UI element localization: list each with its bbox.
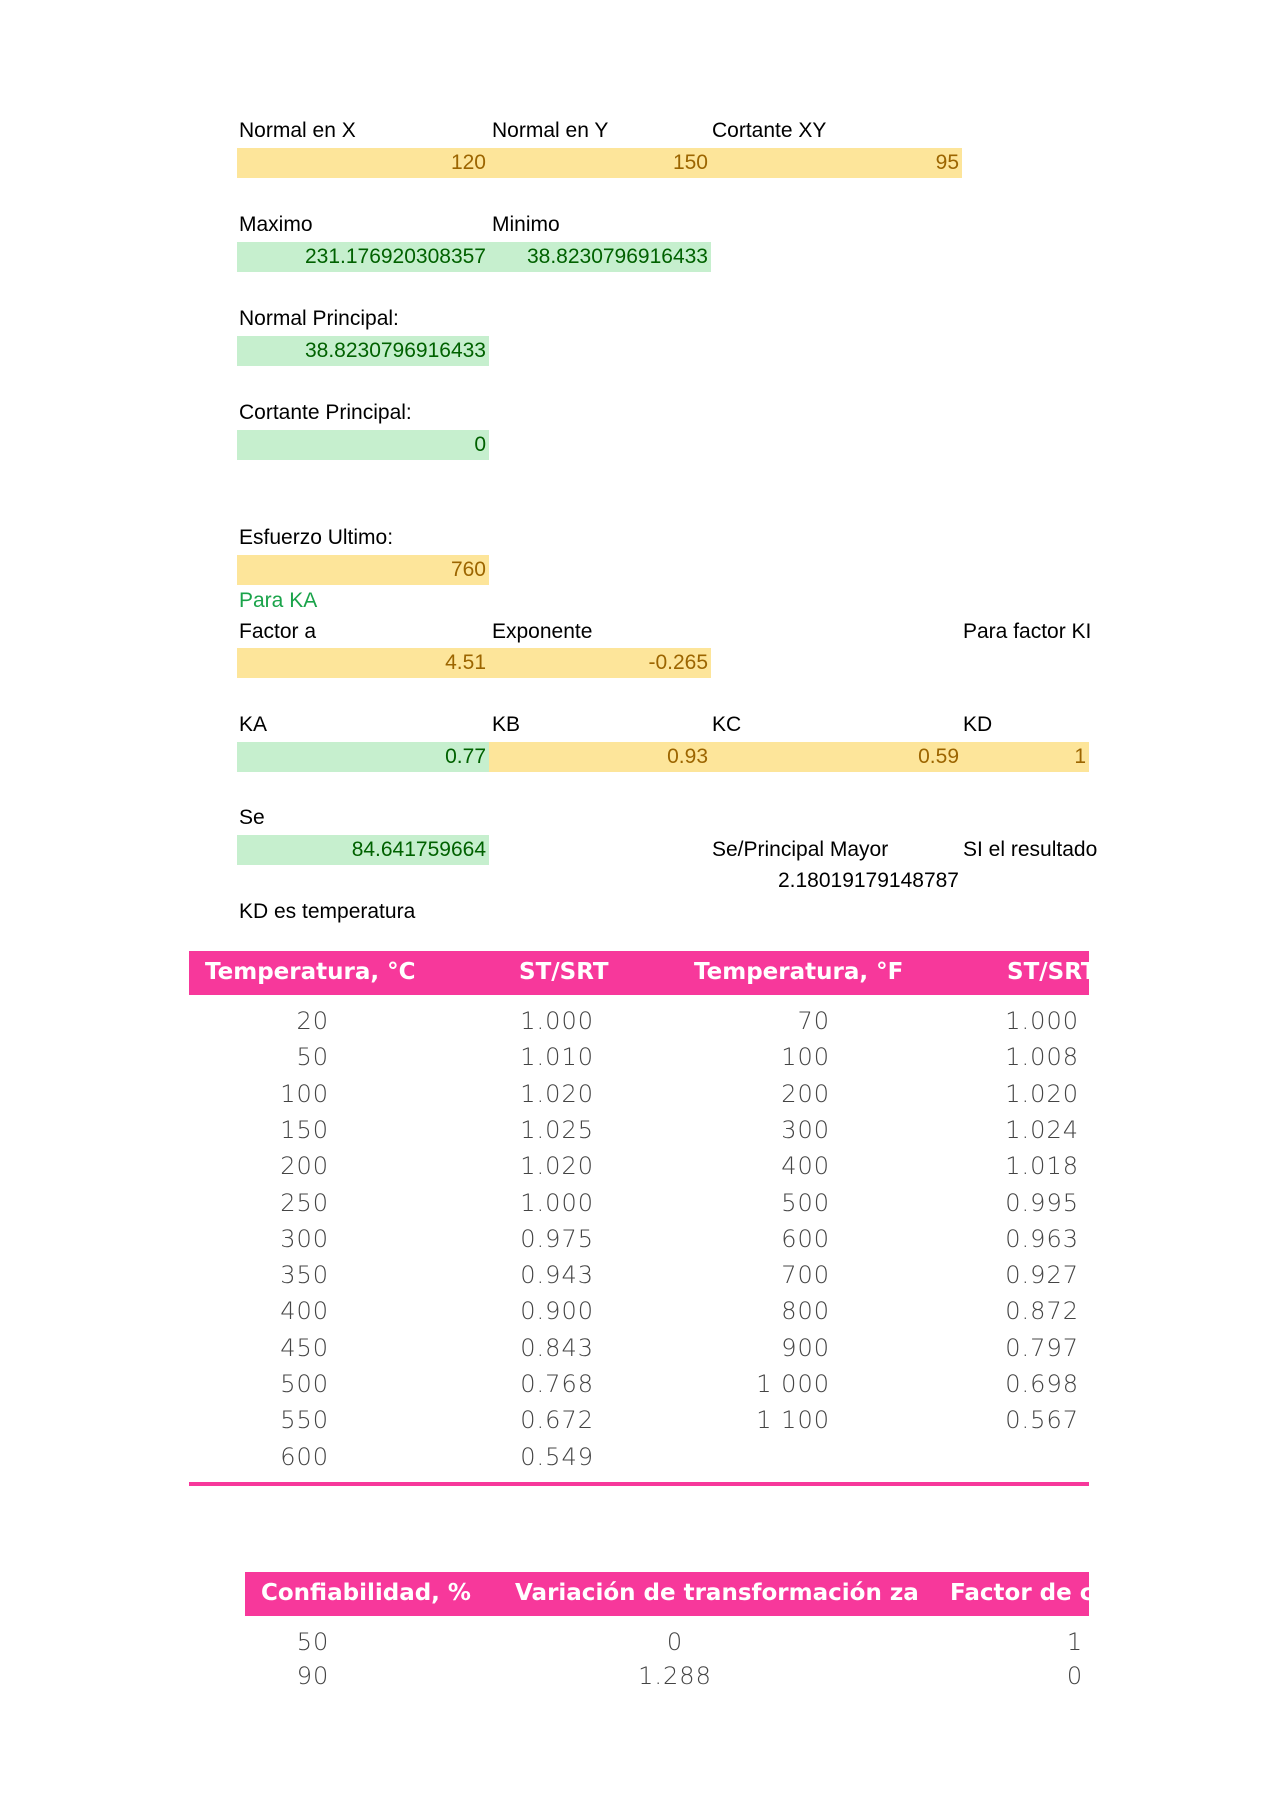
kb-label: KB bbox=[492, 713, 521, 736]
reliability-table-header bbox=[245, 1572, 1094, 1616]
header-ratio-c: ST/SRT bbox=[519, 959, 609, 985]
ratio-c-cell: 0.975 bbox=[520, 1224, 594, 1253]
cortante-xy-cell[interactable]: 95 bbox=[711, 148, 962, 178]
header-temp-c: Temperatura, °C bbox=[205, 959, 416, 985]
esfuerzo-ultimo-label: Esfuerzo Ultimo: bbox=[239, 526, 394, 549]
se-ratio-label: Se/Principal Mayor bbox=[712, 838, 889, 861]
normal-x-cell[interactable]: 120 bbox=[237, 148, 489, 178]
normal-y-label: Normal en Y bbox=[492, 119, 609, 142]
kd-label: KD bbox=[963, 713, 993, 736]
kd-cell[interactable]: 1 bbox=[962, 742, 1089, 772]
temp-f-cell: 600 bbox=[781, 1224, 830, 1253]
cortante-principal-cell[interactable]: 0 bbox=[237, 430, 489, 460]
temp-c-cell: 400 bbox=[280, 1297, 329, 1326]
ratio-c-cell: 0.768 bbox=[520, 1370, 594, 1398]
factor-cell: 1 bbox=[1066, 1628, 1084, 1656]
minimo-label: Minimo bbox=[492, 213, 560, 236]
exponente-label: Exponente bbox=[492, 620, 593, 643]
temp-f-cell: 700 bbox=[781, 1261, 830, 1290]
kc-label: KC bbox=[712, 713, 742, 736]
confiabilidad-cell: 50 bbox=[296, 1628, 330, 1656]
normal-principal-label: Normal Principal: bbox=[239, 307, 399, 330]
ratio-f-cell: 0.567 bbox=[1005, 1406, 1079, 1435]
factor-cell: 0 bbox=[1066, 1662, 1084, 1690]
confiabilidad-cell: 90 bbox=[296, 1662, 330, 1690]
temp-c-cell: 100 bbox=[280, 1079, 329, 1108]
normal-principal-cell[interactable]: 38.8230796916433 bbox=[237, 336, 489, 366]
variacion-cell: 0 bbox=[666, 1628, 684, 1656]
table-bottom-rule bbox=[189, 1482, 1089, 1486]
ratio-f-cell: 0.963 bbox=[1005, 1224, 1079, 1253]
header-temp-f: Temperatura, °F bbox=[694, 959, 904, 985]
normal-y-cell[interactable]: 150 bbox=[489, 148, 711, 178]
maximo-label: Maximo bbox=[239, 213, 313, 236]
temp-c-cell: 150 bbox=[280, 1115, 329, 1144]
para-factor-label: Para factor KI bbox=[963, 620, 1092, 643]
temp-c-cell: 450 bbox=[280, 1333, 329, 1362]
se-label: Se bbox=[239, 806, 265, 829]
se-ratio-cell[interactable]: 2.18019179148787 bbox=[777, 869, 959, 892]
ka-cell[interactable]: 0.77 bbox=[237, 742, 489, 772]
temp-c-cell: 500 bbox=[280, 1370, 329, 1398]
factor-a-label: Factor a bbox=[239, 620, 317, 643]
temp-c-cell: 550 bbox=[280, 1406, 329, 1435]
ratio-c-cell: 1.000 bbox=[520, 1007, 594, 1035]
temp-f-cell: 200 bbox=[781, 1079, 830, 1108]
ratio-c-cell: 1.020 bbox=[520, 1152, 594, 1181]
ratio-c-cell: 0.843 bbox=[520, 1333, 594, 1362]
ratio-f-cell: 0.995 bbox=[1005, 1188, 1079, 1217]
para-ka-title: Para KA bbox=[239, 589, 318, 612]
esfuerzo-ultimo-cell[interactable]: 760 bbox=[237, 555, 489, 585]
cortante-principal-label: Cortante Principal: bbox=[239, 401, 412, 424]
temp-f-cell: 70 bbox=[797, 1007, 830, 1035]
temperature-factor-table bbox=[189, 951, 1097, 1491]
header-factor: Factor de c bbox=[950, 1580, 1094, 1606]
ratio-f-cell: 0.797 bbox=[1005, 1333, 1079, 1362]
ratio-f-cell: 0.698 bbox=[1005, 1370, 1079, 1398]
ratio-f-cell: 1.024 bbox=[1005, 1115, 1079, 1144]
header-variacion: Variación de transformación za bbox=[515, 1580, 919, 1606]
cortante-xy-label: Cortante XY bbox=[712, 119, 827, 142]
temp-f-cell: 1 000 bbox=[756, 1370, 830, 1398]
ratio-c-cell: 1.020 bbox=[520, 1079, 594, 1108]
temp-c-cell: 250 bbox=[280, 1188, 329, 1217]
header-ratio-f: ST/SRT bbox=[1007, 959, 1097, 985]
temp-f-cell: 900 bbox=[781, 1333, 830, 1362]
temp-c-cell: 20 bbox=[296, 1007, 329, 1035]
ratio-c-cell: 0.549 bbox=[520, 1442, 594, 1471]
reliability-table bbox=[245, 1572, 1094, 1690]
ratio-f-cell: 1.008 bbox=[1005, 1043, 1079, 1072]
temp-f-cell: 300 bbox=[781, 1115, 830, 1144]
ratio-c-cell: 0.943 bbox=[520, 1261, 594, 1290]
kb-cell[interactable]: 0.93 bbox=[489, 742, 711, 772]
ratio-f-cell: 1.018 bbox=[1005, 1152, 1079, 1181]
temp-f-cell: 400 bbox=[781, 1152, 830, 1181]
header-confiabilidad: Confiabilidad, % bbox=[261, 1580, 471, 1606]
temp-f-cell: 500 bbox=[781, 1188, 830, 1217]
minimo-cell[interactable]: 38.8230796916433 bbox=[489, 242, 711, 272]
temp-f-cell: 100 bbox=[781, 1043, 830, 1072]
si-resultado-label: SI el resultado bbox=[963, 838, 1098, 861]
ratio-c-cell: 1.025 bbox=[520, 1115, 594, 1144]
ratio-c-cell: 0.672 bbox=[520, 1406, 594, 1435]
temp-c-cell: 350 bbox=[280, 1261, 329, 1290]
ratio-f-cell: 0.872 bbox=[1005, 1297, 1079, 1326]
ratio-c-cell: 1.010 bbox=[520, 1043, 594, 1072]
kd-note: KD es temperatura bbox=[239, 900, 416, 923]
se-cell[interactable]: 84.641759664 bbox=[237, 835, 489, 865]
temp-c-cell: 300 bbox=[280, 1224, 329, 1253]
temp-c-cell: 50 bbox=[296, 1043, 329, 1072]
variacion-cell: 1.288 bbox=[638, 1662, 712, 1690]
ratio-c-cell: 1.000 bbox=[520, 1188, 594, 1217]
temp-c-cell: 200 bbox=[280, 1152, 329, 1181]
normal-x-label: Normal en X bbox=[239, 119, 356, 142]
factor-a-cell[interactable]: 4.51 bbox=[237, 648, 489, 678]
kc-cell[interactable]: 0.59 bbox=[711, 742, 962, 772]
temperature-table-header bbox=[189, 951, 1097, 995]
ratio-c-cell: 0.900 bbox=[520, 1297, 594, 1326]
exponente-cell[interactable]: -0.265 bbox=[489, 648, 711, 678]
temp-f-cell: 800 bbox=[781, 1297, 830, 1326]
temp-c-cell: 600 bbox=[280, 1442, 329, 1471]
ratio-f-cell: 1.000 bbox=[1005, 1007, 1079, 1035]
ka-label: KA bbox=[239, 713, 268, 736]
ratio-f-cell: 0.927 bbox=[1005, 1261, 1079, 1290]
temp-f-cell: 1 100 bbox=[756, 1406, 830, 1435]
ratio-f-cell: 1.020 bbox=[1005, 1079, 1079, 1108]
maximo-cell[interactable]: 231.176920308357 bbox=[237, 242, 489, 272]
